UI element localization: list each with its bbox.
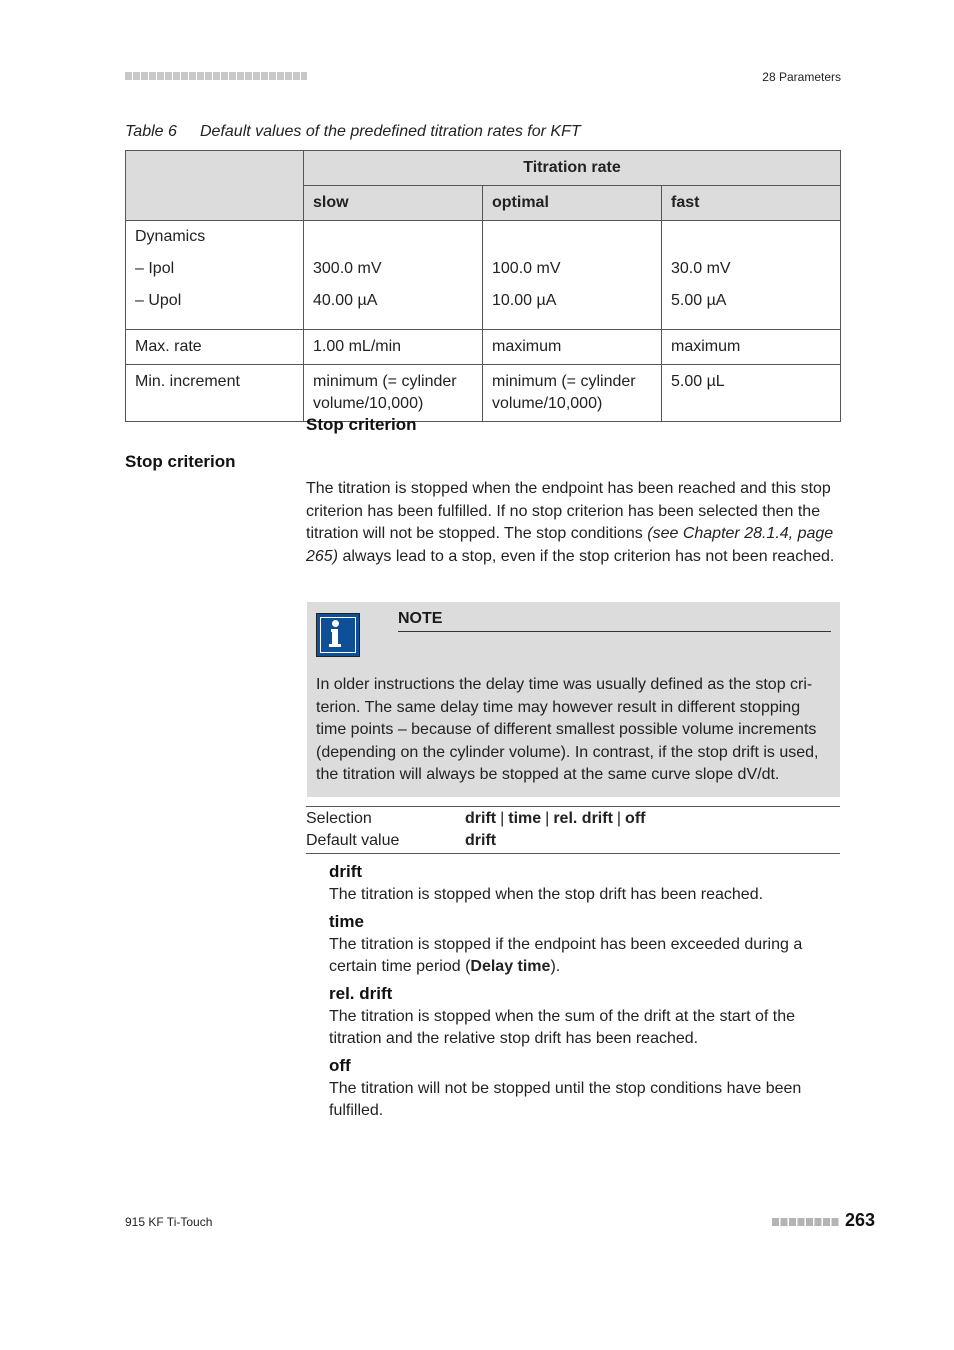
running-header: 28 Parameters xyxy=(762,70,841,84)
selection-option: off xyxy=(625,810,646,827)
option-drift xyxy=(329,861,839,906)
row-label xyxy=(126,221,304,330)
separator: | xyxy=(545,810,550,827)
parameter-heading: Stop criterion xyxy=(125,452,236,471)
description-text: The titration is stopped when the endpoint has been reached and this stop criterion has been fulfilled. If no stop criterion has been selected then the titration will not be stopped. The stop conditions xyxy=(306,480,831,543)
table-cell xyxy=(483,221,662,330)
row-label: Min. increment xyxy=(126,365,304,422)
row-label-line: – Upol xyxy=(135,292,182,309)
info-icon-stem xyxy=(329,629,341,647)
table-caption-label: Table 6 xyxy=(125,123,177,140)
info-icon xyxy=(316,613,360,657)
note-text: In older instructions the delay time was usually defined as the stop cri-terion. The same delay time may however result in different stopping time points – because of different smallest possible volume increments (depending on the cylinder volume). In contrast, if the stop drift is used, the titration will always be stopped at the same curve slope dV/dt. xyxy=(316,676,819,783)
column-header: optimal xyxy=(483,186,662,221)
description-paragraph xyxy=(306,478,842,568)
selection-options xyxy=(465,808,645,830)
selection-table xyxy=(306,806,840,854)
selection-row xyxy=(306,808,840,830)
section-heading: Stop criterion xyxy=(306,415,417,434)
table-caption-text: Default values of the predefined titration rates for KFT xyxy=(200,123,581,140)
option-name: time xyxy=(329,912,364,931)
option-name: off xyxy=(329,1056,351,1075)
selection-label: Selection xyxy=(306,810,372,827)
table-row xyxy=(126,365,841,422)
option-rel-drift xyxy=(329,983,839,1051)
option-description xyxy=(329,934,839,979)
header-decoration xyxy=(125,72,307,80)
default-row xyxy=(306,830,840,852)
row-label-line: Dynamics xyxy=(135,228,206,245)
page-number: 263 xyxy=(845,1210,876,1230)
cell-line: 5.00 µA xyxy=(671,292,727,309)
chapter-reference-link[interactable]: (see Chapter 28.1.4, page 265) xyxy=(306,525,834,565)
table-cell: maximum xyxy=(662,330,841,365)
note-box xyxy=(307,602,840,797)
footer-decoration xyxy=(772,1218,840,1226)
column-header: slow xyxy=(304,186,483,221)
table-row xyxy=(126,221,841,330)
selection-option: time xyxy=(508,810,542,827)
default-value: drift xyxy=(465,832,497,849)
option-description-text: ). xyxy=(550,958,561,976)
table-row xyxy=(126,330,841,365)
description-text: always lead to a stop, even if the stop criterion has not been reached. xyxy=(338,547,835,565)
option-name: drift xyxy=(329,862,363,881)
table-cell: minimum (= cylinder volume/10,000) xyxy=(483,365,662,422)
table-corner-cell xyxy=(126,151,304,221)
row-label-line: – Ipol xyxy=(135,260,175,277)
selection-option: rel. drift xyxy=(553,810,613,827)
group-header: Titration rate xyxy=(304,151,841,186)
table-cell xyxy=(304,221,483,330)
separator: | xyxy=(500,810,505,827)
option-name: rel. drift xyxy=(329,984,393,1003)
table-cell: maximum xyxy=(483,330,662,365)
selection-option: drift xyxy=(465,810,497,827)
footer-product: 915 KF Ti-Touch xyxy=(125,1215,213,1229)
delay-time-term: Delay time xyxy=(470,958,551,976)
titration-rate-table xyxy=(125,150,841,422)
cell-line: 300.0 mV xyxy=(313,260,382,277)
cell-line: 40.00 µA xyxy=(313,292,378,309)
cell-line xyxy=(492,227,652,259)
table-cell: 5.00 µL xyxy=(662,365,841,422)
row-label: Max. rate xyxy=(126,330,304,365)
option-off xyxy=(329,1055,839,1123)
table-cell: 1.00 mL/min xyxy=(304,330,483,365)
separator: | xyxy=(616,810,622,827)
option-description-text: The titration is stopped if the endpoint has been exceeded during a certain time period ( xyxy=(329,935,803,976)
column-header: fast xyxy=(662,186,841,221)
cell-line: 10.00 µA xyxy=(492,292,557,309)
cell-line: 30.0 mV xyxy=(671,260,731,277)
cell-line xyxy=(313,227,473,259)
table-caption xyxy=(125,123,581,141)
default-label: Default value xyxy=(306,832,400,849)
note-title: NOTE xyxy=(398,610,831,632)
option-description: The titration is stopped when the stop drift has been reached. xyxy=(329,885,764,903)
option-time xyxy=(329,911,839,979)
table-cell xyxy=(662,221,841,330)
table-cell: minimum (= cylinder volume/10,000) xyxy=(304,365,483,422)
option-description: The titration will not be stopped until the stop conditions have been fulfilled. xyxy=(329,1079,802,1120)
cell-line: 100.0 mV xyxy=(492,260,561,277)
option-description: The titration is stopped when the sum of the drift at the start of the titration and the relative stop drift has been reached. xyxy=(329,1007,796,1048)
table-header-row xyxy=(126,151,841,186)
cell-line xyxy=(671,227,831,259)
